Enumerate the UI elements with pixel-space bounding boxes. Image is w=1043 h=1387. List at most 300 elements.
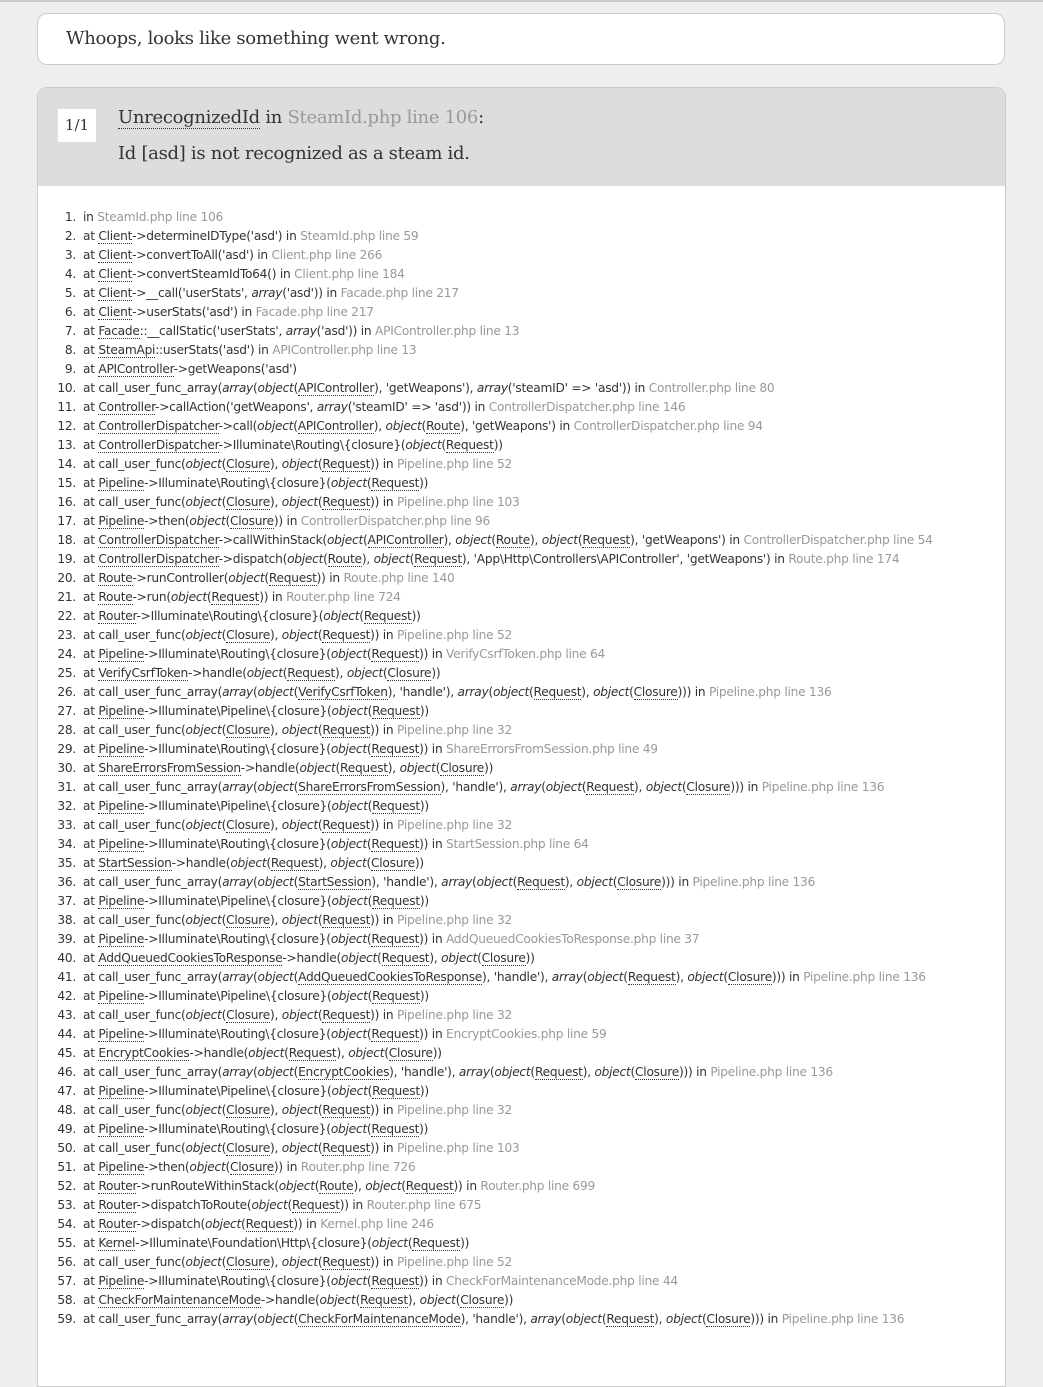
trace-class[interactable]: Pipeline [98, 742, 145, 756]
trace-text: ( [582, 970, 588, 984]
trace-type: object [565, 1312, 602, 1326]
trace-class[interactable]: Client [98, 305, 133, 319]
trace-class[interactable]: Request [445, 438, 494, 452]
trace-class[interactable]: Request [287, 666, 336, 680]
trace-text: )) in [273, 514, 301, 528]
stack-frame [38, 227, 1005, 246]
frame-number: 59. [57, 1312, 76, 1326]
trace-text: at [83, 248, 99, 262]
trace-text: ), [336, 1046, 349, 1060]
trace-class[interactable]: Pipeline [98, 1160, 145, 1174]
trace-class[interactable]: Request [245, 1217, 294, 1231]
trace-class[interactable]: Client [98, 286, 133, 300]
trace-class[interactable]: Pipeline [98, 514, 145, 528]
trace-class[interactable]: Router [98, 1217, 137, 1231]
frame-number: 18. [57, 533, 76, 547]
trace-text: ('steamID' => 'asd')) in [347, 400, 489, 414]
trace-file-location: ControllerDispatcher.php line 94 [573, 419, 763, 433]
trace-class[interactable]: Closure [371, 856, 415, 870]
trace-class[interactable]: Request [322, 723, 371, 737]
trace-text: ('asd')) in [316, 324, 376, 338]
trace-text: at [83, 951, 99, 965]
trace-class[interactable]: Request [270, 856, 319, 870]
frame-number: 14. [57, 457, 76, 471]
trace-class[interactable]: APIController [297, 419, 374, 433]
trace-type: object [185, 818, 222, 832]
trace-class[interactable]: Request [371, 476, 420, 490]
frame-number: 32. [57, 799, 76, 813]
trace-class[interactable]: Closure [230, 514, 274, 528]
trace-text: at [83, 742, 99, 756]
stack-frame [38, 531, 1005, 550]
stack-frame [38, 246, 1005, 265]
trace-class[interactable]: Closure [635, 1065, 679, 1079]
frame-number: 16. [57, 495, 76, 509]
stack-frame [38, 702, 1005, 721]
trace-class[interactable]: Closure [226, 1255, 271, 1269]
trace-file-location: Pipeline.php line 103 [397, 495, 520, 509]
trace-text: ('steamID' => 'asd')) in [507, 381, 649, 395]
trace-class[interactable]: ControllerDispatcher [98, 419, 219, 433]
trace-class[interactable]: Request [606, 1312, 655, 1326]
trace-text: ( [266, 856, 271, 870]
frame-number: 53. [57, 1198, 76, 1212]
trace-type: array [222, 381, 253, 395]
trace-class[interactable]: Request [371, 1122, 420, 1136]
trace-text: ( [701, 1312, 707, 1326]
stack-trace-list [38, 208, 1005, 1329]
stack-frame [38, 1044, 1005, 1063]
stack-frame [38, 1215, 1005, 1234]
trace-file-location: VerifyCsrfToken.php line 64 [446, 647, 606, 661]
trace-class[interactable]: Kernel [98, 1236, 136, 1250]
trace-class[interactable]: ControllerDispatcher [98, 552, 219, 566]
trace-class[interactable]: Request [586, 780, 635, 794]
trace-text: at [83, 1293, 99, 1307]
stack-frame [38, 474, 1005, 493]
trace-class[interactable]: Closure [460, 1293, 505, 1307]
trace-text: ( [293, 970, 299, 984]
trace-class[interactable]: Request [322, 818, 371, 832]
stack-frame [38, 968, 1005, 987]
trace-class[interactable]: Closure [440, 761, 485, 775]
stack-frame [38, 873, 1005, 892]
trace-text: ( [253, 685, 258, 699]
trace-text: ), [443, 533, 456, 547]
trace-text: at [83, 1046, 99, 1060]
trace-class[interactable]: Request [360, 1293, 408, 1307]
trace-text: ), [270, 628, 282, 642]
trace-text: ->dispatch( [218, 552, 288, 566]
trace-class[interactable]: Facade [98, 324, 140, 338]
trace-class[interactable]: Request [372, 894, 420, 908]
trace-class[interactable]: Request [322, 1008, 371, 1022]
trace-text: ))) in [677, 685, 709, 699]
trace-class[interactable]: Request [288, 1046, 337, 1060]
trace-class[interactable]: EncryptCookies [98, 1046, 190, 1060]
trace-class[interactable]: Request [405, 1179, 454, 1193]
stack-frame [38, 303, 1005, 322]
trace-text: ( [293, 1312, 299, 1326]
trace-class[interactable]: Request [322, 1141, 371, 1155]
trace-type: object [371, 1236, 408, 1250]
trace-type: object [541, 533, 578, 547]
stack-frame [38, 930, 1005, 949]
trace-class[interactable]: Request [627, 970, 676, 984]
trace-type: array [476, 381, 508, 395]
trace-class[interactable]: Request [363, 609, 412, 623]
frame-number: 29. [57, 742, 76, 756]
trace-class[interactable]: Router [98, 609, 137, 623]
trace-class[interactable]: Request [322, 495, 371, 509]
trace-class[interactable]: Pipeline [98, 894, 145, 908]
trace-class[interactable]: Request [322, 457, 371, 471]
trace-text: ), 'handle'), [440, 780, 511, 794]
trace-text: ( [366, 476, 372, 490]
trace-class[interactable]: Pipeline [98, 1274, 145, 1288]
trace-text: ( [282, 666, 288, 680]
trace-text: ( [441, 438, 446, 452]
trace-text: ), 'getWeapons') in [460, 419, 574, 433]
trace-file-location: Route.php line 174 [788, 552, 900, 566]
trace-type: object [331, 894, 368, 908]
trace-class[interactable]: Request [371, 1027, 420, 1041]
frame-number: 43. [57, 1008, 76, 1022]
trace-class[interactable]: ShareErrorsFromSession [298, 780, 441, 794]
trace-text: ->call( [218, 419, 258, 433]
trace-class[interactable]: Closure [633, 685, 678, 699]
trace-class[interactable]: AddQueuedCookiesToResponse [98, 951, 283, 965]
trace-class[interactable]: Request [322, 628, 371, 642]
trace-text: ( [206, 590, 212, 604]
trace-type: object [281, 1008, 318, 1022]
trace-text: ), [318, 856, 331, 870]
trace-file-location: Pipeline.php line 136 [710, 1065, 833, 1079]
trace-class[interactable]: Request [211, 590, 260, 604]
stack-frame [38, 778, 1005, 797]
trace-file-location: SteamId.php line 106 [97, 210, 224, 224]
trace-class[interactable]: Pipeline [98, 1027, 145, 1041]
trace-class[interactable]: Request [414, 552, 462, 566]
trace-class[interactable]: SteamApi [98, 343, 156, 357]
trace-class[interactable]: Route [327, 552, 362, 566]
exception-panel [37, 87, 1006, 1387]
trace-class[interactable]: Route [426, 419, 461, 433]
trace-type: object [281, 495, 318, 509]
stack-frame [38, 740, 1005, 759]
trace-type: object [348, 1046, 385, 1060]
trace-text: ( [530, 1065, 535, 1079]
trace-class[interactable]: Closure [706, 1312, 751, 1326]
trace-text: at [83, 837, 99, 851]
trace-text: ( [241, 1217, 246, 1231]
exception-title [118, 107, 484, 128]
trace-class[interactable]: VerifyCsrfToken [98, 666, 189, 680]
frame-number: 49. [57, 1122, 76, 1136]
trace-text: ( [401, 1179, 406, 1193]
trace-text: at call_user_func( [83, 1008, 186, 1022]
trace-class[interactable]: Closure [617, 875, 662, 889]
trace-text: ->__call('userStats', [132, 286, 252, 300]
trace-text: ), 'handle'), [389, 1065, 459, 1079]
trace-class[interactable]: StartSession [98, 856, 172, 870]
trace-class[interactable]: AddQueuedCookiesToResponse [298, 970, 483, 984]
trace-text: at call_user_func( [83, 1255, 186, 1269]
trace-text: ( [221, 1103, 227, 1117]
trace-class[interactable]: Request [340, 761, 388, 775]
trace-class[interactable]: APIController [367, 533, 444, 547]
trace-class[interactable]: Client [98, 229, 133, 243]
trace-class[interactable]: Pipeline [98, 837, 145, 851]
trace-text: ), [675, 970, 688, 984]
trace-text: ), [581, 685, 594, 699]
exception-class[interactable]: UnrecognizedId [118, 107, 260, 128]
trace-class[interactable]: Controller [98, 400, 156, 414]
trace-class[interactable]: Request [322, 1255, 371, 1269]
trace-type: object [340, 951, 378, 965]
trace-text: ->run( [132, 590, 171, 604]
trace-text: ->handle( [240, 761, 300, 775]
trace-file-location: Kernel.php line 246 [320, 1217, 434, 1231]
trace-class[interactable]: Pipeline [98, 1122, 145, 1136]
trace-class[interactable]: EncryptCookies [298, 1065, 390, 1079]
trace-class[interactable]: Closure [481, 951, 526, 965]
trace-text: ), 'handle'), [371, 875, 442, 889]
trace-text: at call_user_func( [83, 628, 186, 642]
trace-class[interactable]: Request [371, 932, 420, 946]
trace-text: ( [491, 533, 496, 547]
trace-class[interactable]: ShareErrorsFromSession [98, 761, 241, 775]
trace-class[interactable]: Pipeline [98, 647, 145, 661]
trace-class[interactable]: Client [98, 248, 133, 262]
trace-class[interactable]: Request [534, 1065, 583, 1079]
trace-class[interactable]: Pipeline [98, 932, 145, 946]
trace-text: at [83, 1274, 99, 1288]
trace-class[interactable]: Pipeline [98, 799, 145, 813]
trace-text: )) in [273, 1160, 301, 1174]
trace-class[interactable]: Request [372, 1084, 420, 1098]
trace-class[interactable]: Request [371, 837, 420, 851]
trace-class[interactable]: Request [372, 704, 420, 718]
trace-class[interactable]: Route [98, 571, 133, 585]
trace-class[interactable]: Closure [226, 1008, 271, 1022]
trace-text: ( [581, 780, 587, 794]
trace-class[interactable]: Closure [226, 1103, 271, 1117]
trace-text: ( [287, 1198, 293, 1212]
trace-text: ( [253, 970, 258, 984]
trace-text: ))) in [678, 1065, 711, 1079]
trace-text: at call_user_func_array( [83, 970, 223, 984]
trace-text: )) [419, 989, 429, 1003]
trace-class[interactable]: StartSession [298, 875, 372, 889]
trace-class[interactable]: Closure [230, 1160, 274, 1174]
frame-number: 10. [57, 381, 76, 395]
trace-text: ( [488, 685, 493, 699]
trace-text: ->dispatch( [136, 1217, 205, 1231]
trace-text: ), [270, 495, 282, 509]
trace-class[interactable]: Request [322, 913, 371, 927]
trace-class[interactable]: Request [372, 989, 420, 1003]
trace-class[interactable]: Request [381, 951, 430, 965]
trace-text: ( [512, 875, 518, 889]
trace-text: at [83, 419, 99, 433]
trace-text: ->callAction('getWeapons', [155, 400, 317, 414]
trace-type: array [551, 970, 583, 984]
trace-file-location: Pipeline.php line 32 [397, 913, 513, 927]
trace-class[interactable]: Route [98, 590, 133, 604]
trace-text: )) in [370, 1103, 398, 1117]
trace-class[interactable]: Pipeline [98, 989, 145, 1003]
trace-file-location: Client.php line 184 [294, 267, 405, 281]
frame-number: 47. [57, 1084, 76, 1098]
trace-class[interactable]: Closure [387, 666, 432, 680]
frame-number: 2. [64, 229, 76, 243]
trace-type: object [319, 1293, 356, 1307]
trace-text: ), [361, 552, 374, 566]
trace-class[interactable]: Request [371, 647, 420, 661]
trace-text: ( [577, 533, 583, 547]
trace-text: ), [270, 1255, 282, 1269]
stack-frame [38, 835, 1005, 854]
trace-class[interactable]: Request [372, 799, 420, 813]
trace-class[interactable]: Request [412, 1236, 461, 1250]
trace-text: ( [367, 894, 373, 908]
trace-type: object [330, 932, 367, 946]
trace-text: ->Illuminate\Routing\{closure}( [144, 647, 331, 661]
stack-frame [38, 379, 1005, 398]
trace-class[interactable]: ControllerDispatcher [98, 438, 219, 452]
trace-type: object [593, 685, 630, 699]
trace-text: ( [317, 818, 323, 832]
trace-class[interactable]: Client [98, 267, 133, 281]
trace-text: ), [407, 1293, 420, 1307]
trace-class[interactable]: Request [371, 1274, 420, 1288]
trace-class[interactable]: CheckForMaintenanceMode [298, 1312, 461, 1326]
trace-class[interactable]: Request [582, 533, 631, 547]
trace-class[interactable]: Closure [727, 970, 772, 984]
trace-class[interactable]: Route [495, 533, 530, 547]
trace-class[interactable]: Router [98, 1179, 137, 1193]
frame-number: 1. [64, 210, 76, 224]
trace-class[interactable]: Pipeline [98, 476, 145, 490]
trace-class[interactable]: Router [98, 1198, 137, 1212]
trace-text: ->Illuminate\Routing\{closure}( [144, 932, 331, 946]
frame-number: 38. [57, 913, 76, 927]
trace-type: object [185, 913, 222, 927]
trace-class[interactable]: Closure [226, 495, 271, 509]
trace-class[interactable]: Closure [226, 457, 271, 471]
trace-text: )) in [370, 723, 398, 737]
stack-frame [38, 949, 1005, 968]
trace-file-location: Pipeline.php line 32 [397, 1008, 513, 1022]
trace-type: object [385, 419, 422, 433]
frame-number: 50. [57, 1141, 76, 1155]
trace-text: ( [293, 875, 299, 889]
trace-class[interactable]: Request [371, 742, 420, 756]
frame-number: 56. [57, 1255, 76, 1269]
trace-text: ->Illuminate\Routing\{closure}( [218, 438, 406, 452]
trace-text: at [83, 894, 99, 908]
trace-class[interactable]: Closure [226, 913, 271, 927]
trace-type: object [185, 1141, 222, 1155]
trace-class[interactable]: Request [292, 1198, 340, 1212]
trace-text: ->Illuminate\Routing\{closure}( [144, 837, 331, 851]
frame-number: 37. [57, 894, 76, 908]
trace-class[interactable]: Request [517, 875, 565, 889]
frame-number: 30. [57, 761, 76, 775]
trace-class[interactable]: Request [533, 685, 582, 699]
trace-class[interactable]: Pipeline [98, 1084, 145, 1098]
trace-class[interactable]: Closure [226, 723, 271, 737]
trace-class[interactable]: Closure [226, 628, 271, 642]
trace-file-location: Pipeline.php line 136 [781, 1312, 905, 1326]
trace-text: at [83, 571, 99, 585]
trace-class[interactable]: Pipeline [98, 704, 145, 718]
frame-number: 20. [57, 571, 76, 585]
trace-class[interactable]: Closure [226, 818, 271, 832]
trace-class[interactable]: Closure [388, 1046, 433, 1060]
trace-text: ))) in [750, 1312, 782, 1326]
trace-text: ( [317, 495, 323, 509]
stack-frame [38, 797, 1005, 816]
frame-number: 54. [57, 1217, 76, 1231]
trace-class[interactable]: ControllerDispatcher [98, 533, 219, 547]
trace-type: array [222, 780, 253, 794]
trace-text: )) in [293, 1217, 321, 1231]
stack-frame [38, 759, 1005, 778]
trace-file-location: Router.php line 726 [300, 1160, 416, 1174]
trace-text: )) [432, 1046, 442, 1060]
trace-text: ( [355, 1293, 361, 1307]
trace-text: at [83, 1198, 99, 1212]
trace-class[interactable]: VerifyCsrfToken [298, 685, 388, 699]
trace-text: ), [270, 1103, 282, 1117]
trace-text: )) [419, 894, 429, 908]
stack-frame [38, 892, 1005, 911]
trace-text: at [83, 590, 99, 604]
trace-text: ( [435, 761, 441, 775]
trace-class[interactable]: Request [322, 1103, 371, 1117]
trace-class[interactable]: Closure [686, 780, 731, 794]
stack-frame [38, 512, 1005, 531]
trace-class[interactable]: Closure [226, 1141, 271, 1155]
trace-class[interactable]: APIController [98, 362, 174, 376]
trace-text: ->handle( [171, 856, 231, 870]
trace-file-location: ControllerDispatcher.php line 54 [743, 533, 933, 547]
trace-text: )) [460, 1236, 470, 1250]
trace-text: ), [429, 951, 442, 965]
stack-frame [38, 284, 1005, 303]
frame-number: 11. [57, 400, 76, 414]
stack-frame [38, 341, 1005, 360]
trace-text: ( [317, 913, 323, 927]
frame-number: 26. [57, 685, 76, 699]
trace-class[interactable]: Request [268, 571, 317, 585]
trace-class[interactable]: Route [319, 1179, 354, 1193]
trace-text: ( [377, 951, 382, 965]
trace-file-location: APIController.php line 13 [375, 324, 520, 338]
trace-class[interactable]: CheckForMaintenanceMode [98, 1293, 261, 1307]
trace-text: at call_user_func_array( [83, 1312, 223, 1326]
trace-text: ( [253, 381, 258, 395]
trace-class[interactable]: APIController [298, 381, 375, 395]
trace-type: object [441, 951, 478, 965]
stack-frame [38, 1006, 1005, 1025]
trace-text: ::__callStatic('userStats', [139, 324, 286, 338]
trace-text: at [83, 229, 99, 243]
trace-text: at [83, 1179, 99, 1193]
trace-file-location: Controller.php line 80 [648, 381, 775, 395]
